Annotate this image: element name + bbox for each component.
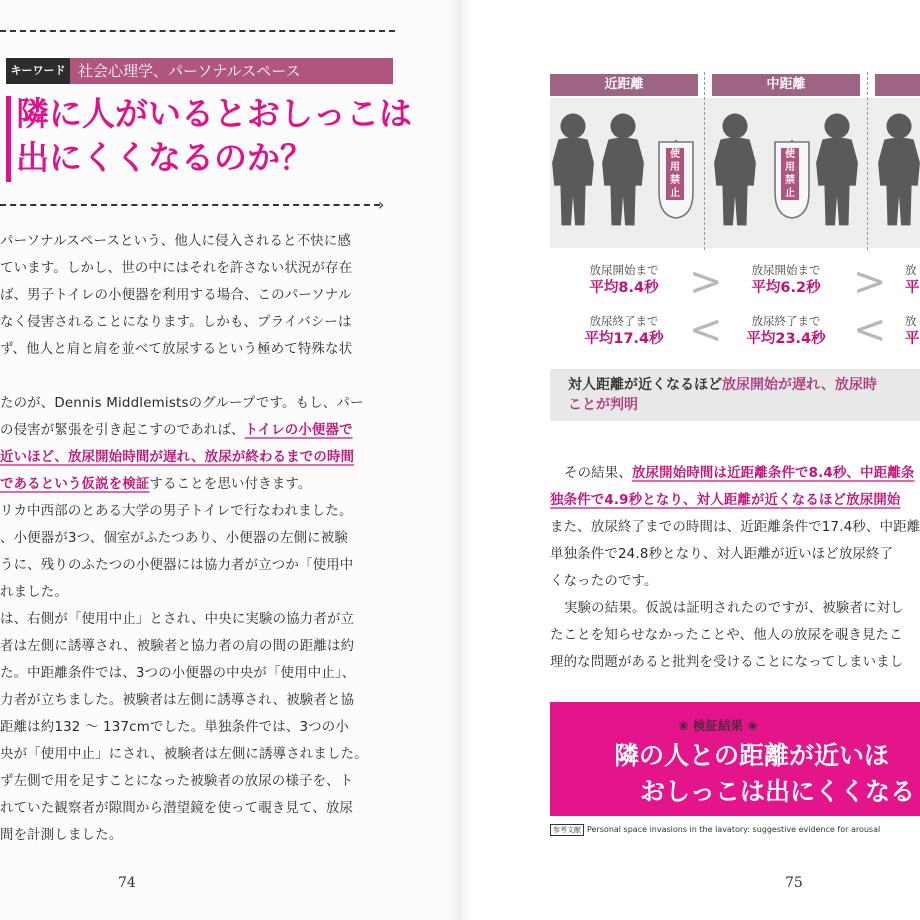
text-line bbox=[0, 714, 372, 741]
text-segment: たことを知らせなかったことや、他人の放尿を覗き見たこ bbox=[550, 628, 903, 643]
divider-dashed bbox=[867, 72, 868, 250]
text-line bbox=[0, 579, 372, 606]
text-line bbox=[0, 606, 372, 633]
text-line bbox=[0, 444, 372, 471]
reference-tag: 参考文献 bbox=[550, 824, 584, 836]
text-line bbox=[0, 417, 372, 444]
highlighted-text: 近いほど、放尿開始時間が遅れ、放尿が終わるまでの時間 bbox=[0, 450, 355, 465]
text-segment: なく侵害されることになります。しかも、プライバシーは bbox=[0, 315, 352, 330]
stat-value: 平均8.4秒 bbox=[589, 280, 659, 296]
text-segment: れていた観察者が隙間から潜望鏡を使って覗き見て、放尿 bbox=[0, 801, 354, 816]
conclusion-line-2: ことが判明 bbox=[568, 397, 638, 413]
highlighted-text: トイレの小便器で bbox=[244, 423, 353, 438]
text-segment: うに、残りのふたつの小便器には協力者が立つか「使用中 bbox=[0, 558, 354, 573]
stat-value: 平均23.4秒 bbox=[746, 331, 826, 347]
text-line bbox=[0, 768, 372, 795]
text-line bbox=[0, 687, 372, 714]
stat-middle-start bbox=[716, 262, 856, 298]
result-text bbox=[614, 738, 920, 810]
stat-value: 平 bbox=[905, 331, 920, 347]
text-segment: また、放尿終了までの時間は、近距離条件で17.4秒、中距離 bbox=[550, 520, 920, 535]
greater-than-icon: > bbox=[853, 259, 887, 305]
right-page bbox=[460, 0, 920, 920]
stat-alone-start bbox=[905, 262, 920, 298]
stat-label: 放尿開始まで bbox=[589, 263, 659, 277]
highlighted-text: 放尿開始時間は近距離条件で8.4秒、中距離条 bbox=[631, 466, 915, 481]
page-title bbox=[16, 92, 412, 180]
text-segment: 理的な問題があると批判を受けることになってしまいまし bbox=[550, 655, 904, 670]
text-segment: 者は左側に誘導され、被験者と協力者の肩の間の距離は約 bbox=[0, 639, 355, 654]
text-segment: 、小便器が3つ、個室がふたつあり、小便器の左側に被験 bbox=[0, 531, 348, 546]
less-than-icon: < bbox=[689, 307, 723, 353]
stat-alone-end bbox=[905, 313, 920, 349]
stat-near-end bbox=[554, 313, 694, 349]
text-segment: 央が「使用中止」にされ、被験者は左側に誘導されました。 bbox=[0, 747, 368, 762]
text-line bbox=[0, 660, 372, 687]
out-of-order-sign: 使用禁止 bbox=[781, 148, 799, 200]
text-segment: 距離は約132 ～ 137cmでした。単独条件では、3つの小 bbox=[0, 720, 349, 735]
highlighted-text: 独条件で4.9秒となり、対人距離が近くなるほど放尿開始 bbox=[550, 493, 901, 508]
category-near: 近距離 bbox=[550, 74, 698, 96]
page-number-right: 75 bbox=[785, 875, 803, 891]
text-segment: 実験の結果。仮説は証明されたのですが、被験者に対し bbox=[564, 601, 904, 616]
text-line bbox=[550, 541, 920, 568]
text-line bbox=[0, 309, 372, 336]
stat-label: 放尿終了まで bbox=[589, 314, 659, 328]
subject-person-icon bbox=[712, 112, 758, 228]
book-gutter-shadow bbox=[446, 0, 474, 920]
text-segment: 力者が立ちました。被験者は左側に誘導され、被験者と協 bbox=[0, 693, 355, 708]
text-line bbox=[550, 514, 920, 541]
text-line bbox=[0, 795, 372, 822]
stat-label: 放尿開始まで bbox=[751, 263, 821, 277]
greater-than-icon: > bbox=[689, 259, 723, 305]
category-middle: 中距離 bbox=[712, 74, 860, 96]
conclusion-box bbox=[550, 369, 920, 421]
text-line bbox=[0, 336, 372, 363]
text-segment: た。中距離条件では、3つの小便器の中央が「使用中止」、 bbox=[0, 666, 356, 681]
helper-person-icon bbox=[600, 112, 646, 228]
stat-label: 放 bbox=[905, 314, 917, 328]
text-segment: リカ中西部のとある大学の男子トイレで行なわれました。 bbox=[0, 504, 353, 519]
text-line bbox=[550, 460, 920, 487]
subject-person-icon bbox=[550, 112, 596, 228]
text-line bbox=[0, 822, 372, 849]
arrow-head-icon: › bbox=[378, 195, 385, 214]
text-segment: たのが、Dennis Middlemistsのグループです。もし、パー bbox=[0, 396, 364, 411]
text-segment: ず左側で用を足すことになった被験者の放尿の様子を、ト bbox=[0, 774, 354, 789]
verification-result-box bbox=[550, 702, 920, 816]
text-segment: くなったのです。 bbox=[550, 574, 658, 589]
text-line bbox=[550, 622, 920, 649]
result-line-1: 隣の人との距離が近いほ bbox=[614, 741, 890, 770]
text-segment: パーソナルスペースという、他人に侵入されると不快に感 bbox=[0, 234, 352, 249]
dashed-arrow-rule bbox=[0, 204, 380, 206]
subject-person-icon bbox=[876, 112, 920, 228]
result-line-2: おしっこは出にくくなる bbox=[640, 777, 916, 806]
reference bbox=[550, 824, 880, 836]
helper-person-icon bbox=[814, 112, 860, 228]
text-segment: することを思い付きます。 bbox=[149, 477, 312, 492]
text-segment: 間を計測しました。 bbox=[0, 828, 123, 843]
text-line bbox=[0, 471, 372, 498]
text-line bbox=[0, 633, 372, 660]
title-line-1: 隣に人がいるとおしっこは bbox=[16, 94, 412, 133]
text-segment: の侵害が緊張を引き起こすのであれば、 bbox=[0, 423, 245, 438]
keyword-bar bbox=[6, 58, 393, 84]
stat-label: 放 bbox=[905, 263, 917, 277]
divider-dashed bbox=[704, 72, 705, 250]
text-line bbox=[0, 363, 372, 390]
text-line bbox=[550, 649, 920, 676]
text-line bbox=[0, 282, 372, 309]
text-segment: 単独条件で24.8秒となり、対人距離が近いほど放尿終了 bbox=[550, 547, 894, 562]
page-number-left: 74 bbox=[118, 875, 136, 891]
keyword-text: 社会心理学、パーソナルスペース bbox=[78, 62, 301, 80]
text-segment: は、右側が「使用中止」とされ、中央に実験の協力者が立 bbox=[0, 612, 355, 627]
stat-label: 放尿終了まで bbox=[751, 314, 821, 328]
stat-value: 平均17.4秒 bbox=[584, 331, 664, 347]
less-than-icon: < bbox=[853, 307, 887, 353]
text-line bbox=[0, 552, 372, 579]
stat-value: 平 bbox=[905, 280, 920, 296]
out-of-order-sign: 使用禁止 bbox=[666, 148, 684, 200]
top-dashed-rule bbox=[0, 30, 395, 32]
text-segment: ば、男子トイレの小便器を利用する場合、このパーソナル bbox=[0, 288, 352, 303]
text-line bbox=[550, 568, 920, 595]
text-segment: ず、他人と肩と肩を並べて放尿するという極めて特殊な状 bbox=[0, 342, 353, 357]
text-line bbox=[550, 487, 920, 514]
highlighted-text: であるという仮説を検証 bbox=[0, 477, 150, 492]
text-segment: ています。しかし、世の中にはそれを許さない状況が存在 bbox=[0, 261, 353, 276]
reference-text: Personal space invasions in the lavatory: suggestive evidence for arousal bbox=[587, 825, 881, 834]
text-segment: その結果、 bbox=[564, 466, 632, 481]
conclusion-line-1: 対人距離が近くなるほど放尿開始が遅れ、放尿時 bbox=[568, 377, 877, 393]
right-body-text bbox=[550, 460, 920, 676]
text-line bbox=[0, 525, 372, 552]
category-alone bbox=[875, 74, 920, 96]
text-line bbox=[0, 228, 372, 255]
stat-value: 平均6.2秒 bbox=[751, 280, 821, 296]
text-line bbox=[0, 741, 372, 768]
text-segment: れました。 bbox=[0, 585, 68, 600]
text-line bbox=[0, 255, 372, 282]
result-label: ❀ 検証結果 ❀ bbox=[678, 718, 758, 733]
stat-middle-end bbox=[716, 313, 856, 349]
title-line-2: 出にくくなるのか？ bbox=[16, 138, 313, 177]
text-line bbox=[0, 498, 372, 525]
text-line bbox=[0, 390, 372, 417]
keyword-label: キーワード bbox=[6, 58, 70, 84]
title-accent-rule bbox=[6, 96, 11, 182]
text-line bbox=[550, 595, 920, 622]
stat-near-start bbox=[554, 262, 694, 298]
left-body-text bbox=[0, 228, 372, 849]
